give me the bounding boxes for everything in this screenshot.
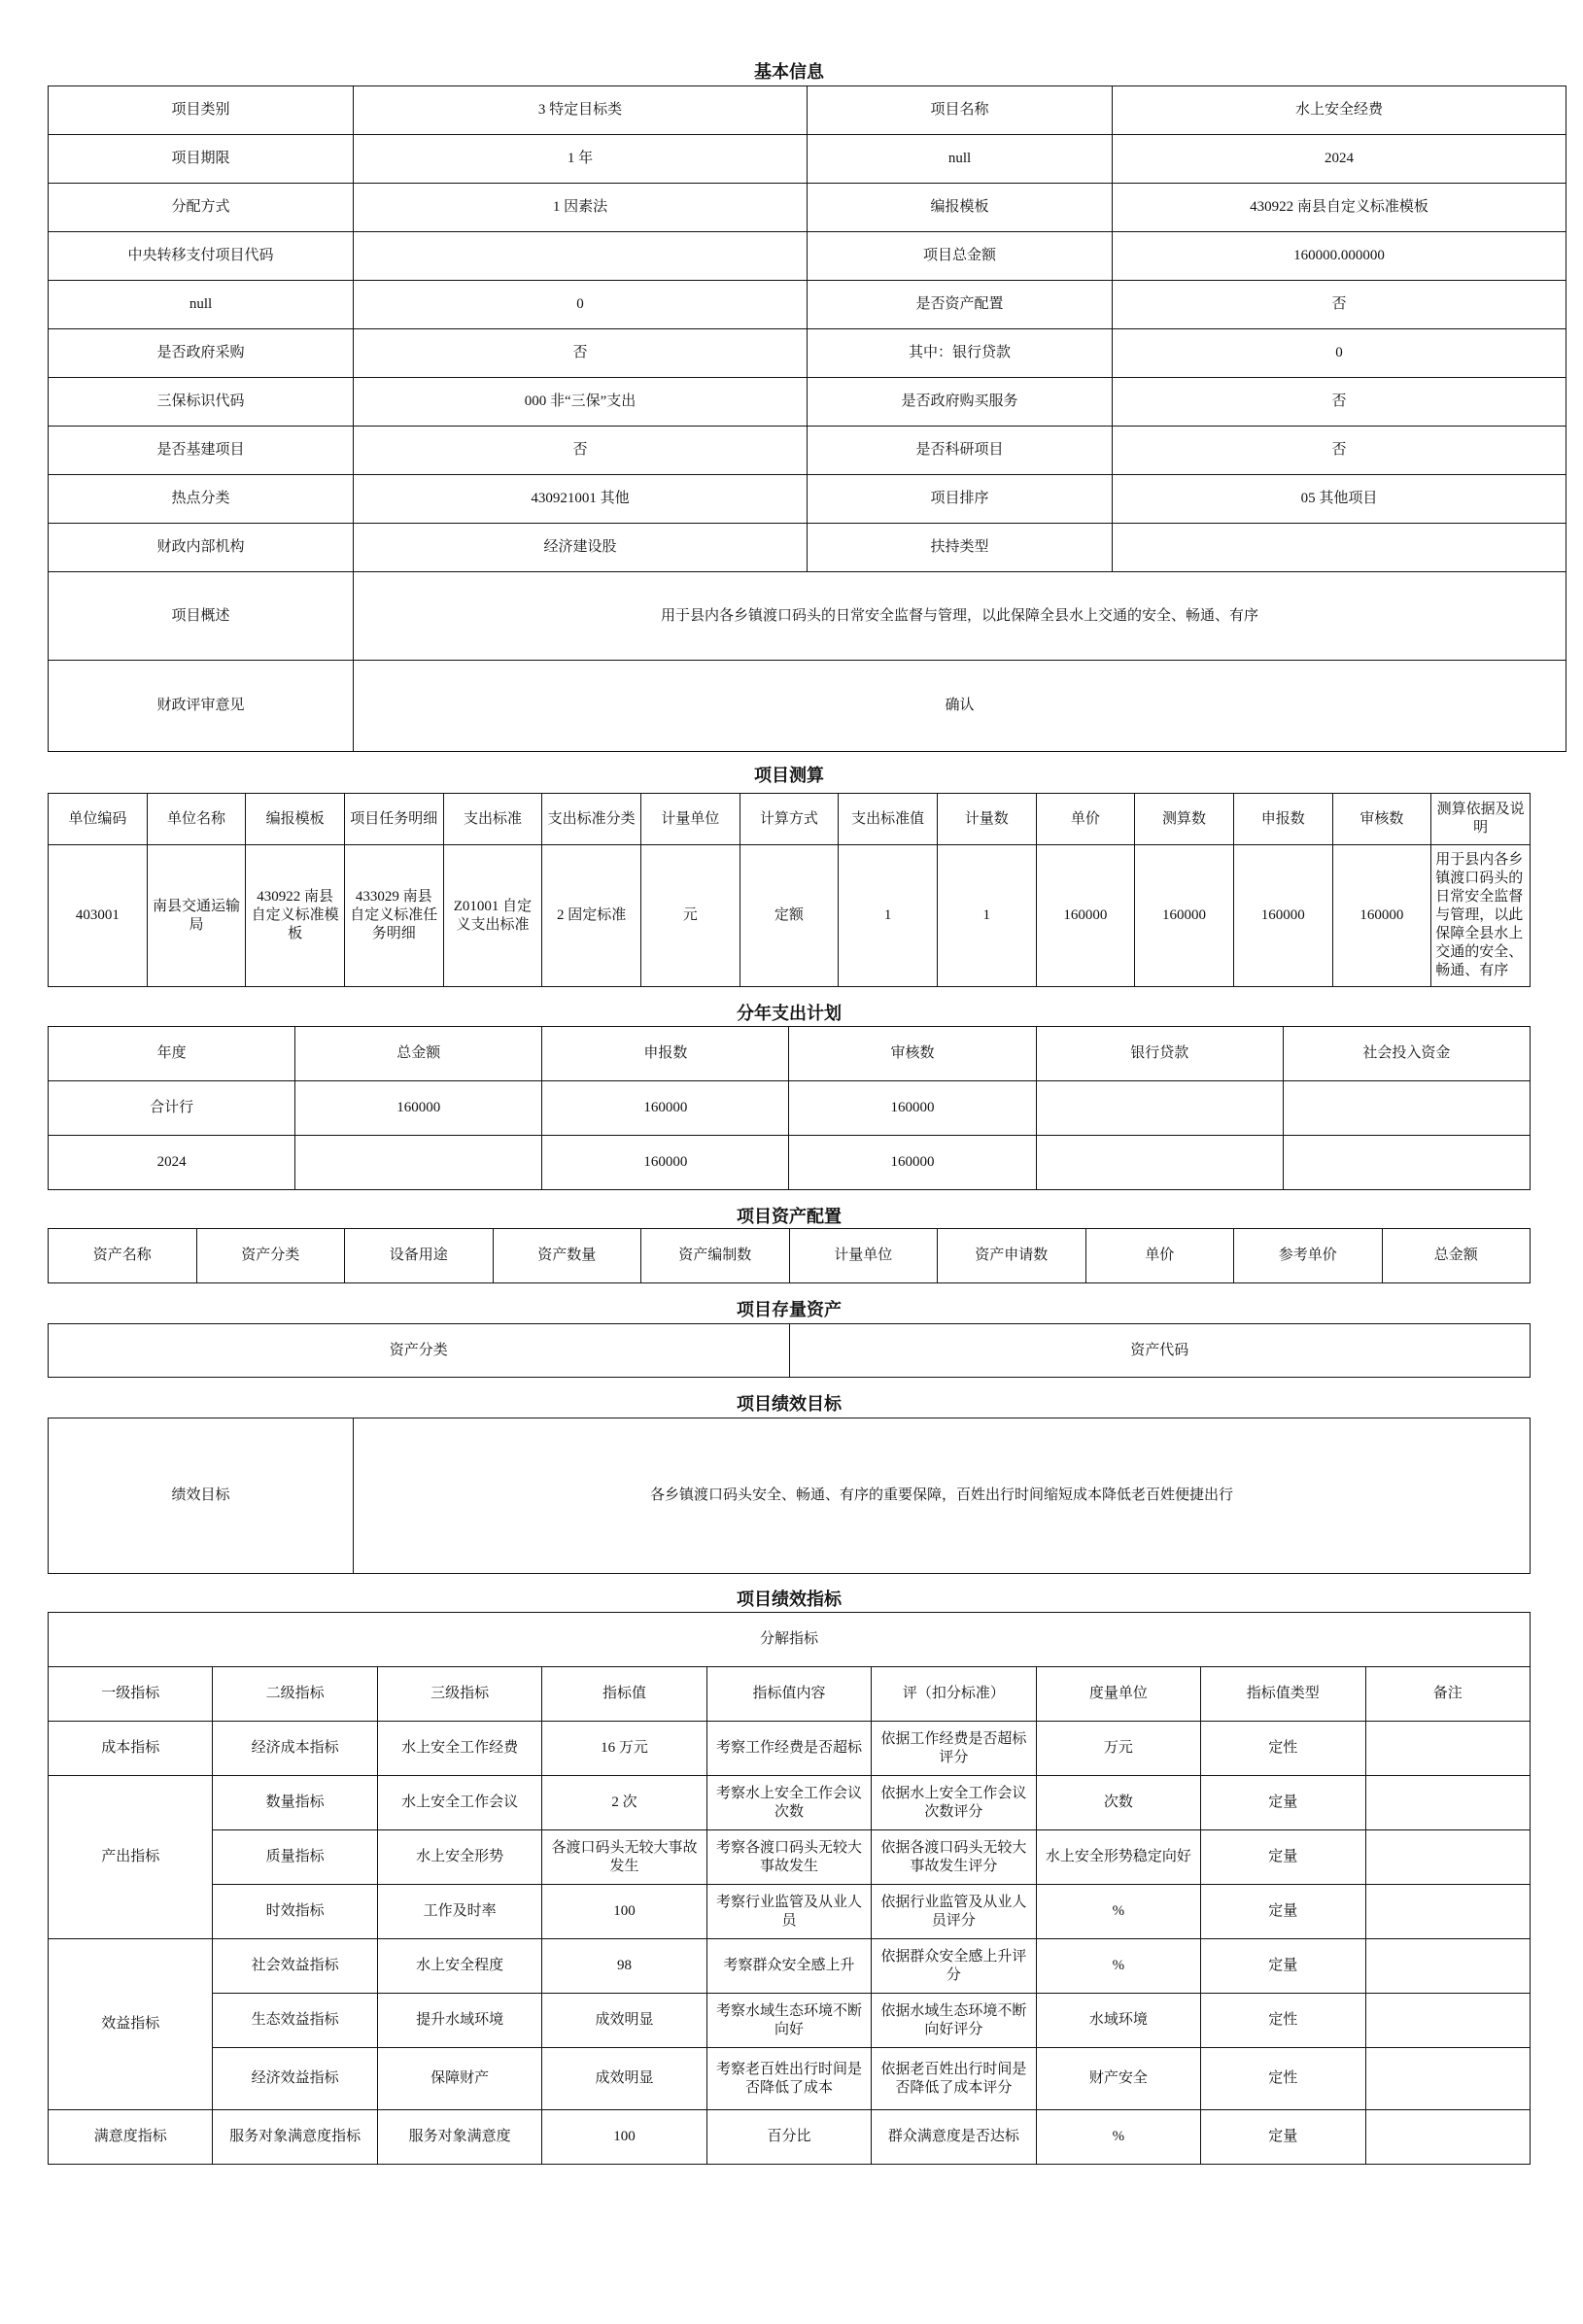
section-title-annual-plan: 分年支出计划 [737, 1004, 842, 1023]
indicator-cell: 经济效益指标 [213, 2048, 377, 2110]
section-title-existing-assets: 项目存量资产 [737, 1300, 842, 1319]
asset-config-header-cell: 计量单位 [789, 1229, 938, 1283]
basic-info-label-cell: 热点分类 [49, 475, 354, 524]
indicator-cell: 水上安全工作经费 [377, 1722, 541, 1776]
basic-info-label-cell: 项目期限 [49, 135, 354, 184]
basic-info-row [49, 524, 1566, 572]
annual-plan-cell [1283, 1081, 1530, 1136]
basic-info-value-cell: 430921001 其他 [354, 475, 808, 524]
performance-goal-table [48, 1418, 1531, 1574]
indicator-cell: 成效明显 [542, 1994, 706, 2048]
basic-info-value-cell: 否 [1113, 378, 1566, 427]
indicator-cell: 百分比 [706, 2110, 871, 2165]
basic-info-label-cell: 是否资产配置 [808, 281, 1113, 329]
indicator-cell: 依据行业监管及从业人员评分 [872, 1885, 1036, 1939]
estimation-basis-cell: 用于县内各乡镇渡口码头的日常安全监督与管理，以此保障全县水上交通的安全、畅通、有序 [1431, 845, 1531, 987]
basic-info-label-cell: 扶持类型 [808, 524, 1113, 572]
basic-info-label-cell: 是否政府采购 [49, 329, 354, 378]
estimation-header-cell: 单价 [1036, 794, 1135, 845]
basic-info-value-cell: 000 非“三保”支出 [354, 378, 808, 427]
indicator-cell: 16 万元 [542, 1722, 706, 1776]
indicator-cell: 2 次 [542, 1776, 706, 1830]
annual-plan-cell [1036, 1081, 1283, 1136]
indicator-cell: 定量 [1201, 2110, 1365, 2165]
annual-plan-cell [1283, 1136, 1530, 1190]
basic-info-row [49, 427, 1566, 475]
indicator-cell: 定性 [1201, 2048, 1365, 2110]
estimation-cell: 南县交通运输局 [147, 845, 246, 987]
finance-review-row [49, 661, 1566, 752]
basic-info-value-cell: 经济建设股 [354, 524, 808, 572]
annual-plan-cell: 160000 [542, 1136, 789, 1190]
indicator-cell: 定性 [1201, 1994, 1365, 2048]
indicator-cell: 保障财产 [377, 2048, 541, 2110]
indicator-level1-cell: 产出指标 [49, 1776, 213, 1939]
indicator-level1-cell: 满意度指标 [49, 2110, 213, 2165]
basic-info-label-cell: 三保标识代码 [49, 378, 354, 427]
indicator-cell [1365, 1776, 1531, 1830]
indicator-cell: 工作及时率 [377, 1885, 541, 1939]
indicator-row [49, 1939, 1531, 1994]
indicator-cell: 考察各渡口码头无较大事故发生 [706, 1830, 871, 1885]
estimation-cell: 160000 [1036, 845, 1135, 987]
indicator-cell: 水上安全工作会议 [377, 1776, 541, 1830]
indicator-row [49, 1885, 1531, 1939]
estimation-header-cell: 测算数 [1135, 794, 1234, 845]
asset-config-header-cell: 资产申请数 [938, 1229, 1086, 1283]
section-title-asset-config: 项目资产配置 [737, 1207, 842, 1226]
indicator-header-cell: 三级指标 [377, 1667, 541, 1722]
annual-plan-cell [1036, 1136, 1283, 1190]
indicator-cell: 定性 [1201, 1722, 1365, 1776]
indicator-cell [1365, 1722, 1531, 1776]
indicator-cell: 100 [542, 1885, 706, 1939]
asset-config-header-cell: 参考单价 [1234, 1229, 1383, 1283]
indicator-cell [1365, 1994, 1531, 2048]
basic-info-table [48, 85, 1566, 752]
indicator-group-header-cell: 分解指标 [49, 1613, 1531, 1667]
estimation-header-cell: 单位编码 [49, 794, 148, 845]
annual-plan-header-cell: 申报数 [542, 1027, 789, 1081]
asset-config-header-cell: 资产数量 [493, 1229, 641, 1283]
indicator-cell: 水域环境 [1036, 1994, 1200, 2048]
estimation-cell: 160000 [1332, 845, 1431, 987]
indicator-cell: 次数 [1036, 1776, 1200, 1830]
indicator-cell: 考察水上安全工作会议次数 [706, 1776, 871, 1830]
basic-info-label-cell: 项目类别 [49, 86, 354, 135]
basic-info-value-cell: 0 [1113, 329, 1566, 378]
indicator-cell: 生态效益指标 [213, 1994, 377, 2048]
basic-info-label-cell: 分配方式 [49, 184, 354, 232]
basic-info-label-cell: 项目总金额 [808, 232, 1113, 281]
indicator-cell: 定量 [1201, 1939, 1365, 1994]
basic-info-label-cell: 其中：银行贷款 [808, 329, 1113, 378]
section-title-estimation: 项目测算 [754, 766, 824, 785]
indicator-cell: 经济成本指标 [213, 1722, 377, 1776]
indicator-cell [1365, 1830, 1531, 1885]
indicator-cell: 水上安全程度 [377, 1939, 541, 1994]
basic-info-label-cell: 编报模板 [808, 184, 1113, 232]
estimation-header-cell: 计量单位 [640, 794, 740, 845]
basic-info-label-cell: 项目名称 [808, 86, 1113, 135]
indicator-row [49, 1776, 1531, 1830]
basic-info-label-cell: null [49, 281, 354, 329]
basic-info-label-cell: 项目排序 [808, 475, 1113, 524]
indicator-cell: 水上安全形势 [377, 1830, 541, 1885]
indicator-cell: 依据水域生态环境不断向好评分 [872, 1994, 1036, 2048]
indicator-cell: 考察行业监管及从业人员 [706, 1885, 871, 1939]
indicator-cell: 依据群众安全感上升评分 [872, 1939, 1036, 1994]
existing-assets-header-cell: 资产分类 [49, 1324, 790, 1378]
estimation-cell: 160000 [1135, 845, 1234, 987]
indicator-cell: 社会效益指标 [213, 1939, 377, 1994]
estimation-header-row [49, 794, 1531, 845]
indicator-cell: 98 [542, 1939, 706, 1994]
indicator-group-header-row [49, 1613, 1531, 1667]
basic-info-label-cell: 是否基建项目 [49, 427, 354, 475]
indicator-cell: 提升水域环境 [377, 1994, 541, 2048]
section-title-basic-info: 基本信息 [754, 62, 824, 82]
project-overview-label: 项目概述 [49, 572, 354, 661]
indicator-cell: 依据老百姓出行时间是否降低了成本评分 [872, 2048, 1036, 2110]
section-title-performance-indicators: 项目绩效指标 [737, 1589, 842, 1609]
indicator-header-cell: 评（扣分标准） [872, 1667, 1036, 1722]
indicator-cell: % [1036, 1885, 1200, 1939]
estimation-cell: 定额 [740, 845, 839, 987]
asset-config-header-cell: 资产编制数 [641, 1229, 790, 1283]
indicator-cell [1365, 1939, 1531, 1994]
indicator-cell: 质量指标 [213, 1830, 377, 1885]
indicator-level1-cell: 成本指标 [49, 1722, 213, 1776]
basic-info-row [49, 329, 1566, 378]
section-title-performance-goal: 项目绩效目标 [737, 1394, 842, 1414]
indicator-header-cell: 一级指标 [49, 1667, 213, 1722]
performance-goal-label: 绩效目标 [49, 1418, 354, 1574]
existing-assets-header-row [49, 1324, 1531, 1378]
indicator-cell: 考察水域生态环境不断向好 [706, 1994, 871, 2048]
indicator-level1-cell: 效益指标 [49, 1939, 213, 2110]
estimation-table [48, 793, 1531, 987]
indicator-cell: % [1036, 2110, 1200, 2165]
indicator-cell [1365, 2110, 1531, 2165]
estimation-header-cell: 项目任务明细 [344, 794, 443, 845]
project-overview-row [49, 572, 1566, 661]
estimation-row [49, 845, 1531, 987]
indicator-cell: 依据水上安全工作会议次数评分 [872, 1776, 1036, 1830]
annual-plan-cell: 160000 [542, 1081, 789, 1136]
basic-info-label-cell: null [808, 135, 1113, 184]
indicator-header-cell: 度量单位 [1036, 1667, 1200, 1722]
asset-config-header-row [49, 1229, 1531, 1283]
annual-plan-header-cell: 社会投入资金 [1283, 1027, 1530, 1081]
estimation-cell: 160000 [1233, 845, 1332, 987]
basic-info-row [49, 86, 1566, 135]
estimation-header-cell: 计算方式 [740, 794, 839, 845]
indicator-cell: 服务对象满意度 [377, 2110, 541, 2165]
indicator-header-cell: 指标值类型 [1201, 1667, 1365, 1722]
asset-config-header-cell: 总金额 [1382, 1229, 1531, 1283]
indicator-cell: 考察工作经费是否超标 [706, 1722, 871, 1776]
indicator-cell: 时效指标 [213, 1885, 377, 1939]
indicator-header-cell: 指标值 [542, 1667, 706, 1722]
estimation-header-cell: 审核数 [1332, 794, 1431, 845]
annual-plan-cell: 2024 [49, 1136, 295, 1190]
annual-plan-header-cell: 总金额 [295, 1027, 542, 1081]
estimation-header-cell: 支出标准分类 [542, 794, 641, 845]
indicator-cell: 考察群众安全感上升 [706, 1939, 871, 1994]
asset-config-table [48, 1228, 1531, 1283]
indicator-header-row [49, 1667, 1531, 1722]
indicator-row [49, 2048, 1531, 2110]
finance-review-value: 确认 [354, 661, 1566, 752]
basic-info-value-cell: 05 其他项目 [1113, 475, 1566, 524]
estimation-header-cell: 支出标准 [443, 794, 542, 845]
project-overview-value: 用于县内各乡镇渡口码头的日常安全监督与管理，以此保障全县水上交通的安全、畅通、有序 [354, 572, 1566, 661]
basic-info-value-cell: 3 特定目标类 [354, 86, 808, 135]
estimation-header-cell: 计量数 [937, 794, 1036, 845]
estimation-cell: 1 [839, 845, 938, 987]
asset-config-header-cell: 单价 [1085, 1229, 1234, 1283]
estimation-header-cell: 单位名称 [147, 794, 246, 845]
asset-config-header-cell: 资产名称 [49, 1229, 197, 1283]
annual-plan-cell [295, 1136, 542, 1190]
annual-plan-cell: 160000 [789, 1081, 1036, 1136]
indicator-cell: 考察老百姓出行时间是否降低了成本 [706, 2048, 871, 2110]
annual-plan-row [49, 1136, 1531, 1190]
estimation-cell: 1 [937, 845, 1036, 987]
basic-info-label-cell: 是否政府购买服务 [808, 378, 1113, 427]
basic-info-value-cell: 否 [354, 329, 808, 378]
basic-info-row [49, 232, 1566, 281]
annual-plan-header-cell: 审核数 [789, 1027, 1036, 1081]
indicator-cell: 水上安全形势稳定向好 [1036, 1830, 1200, 1885]
indicator-cell [1365, 2048, 1531, 2110]
indicator-cell: 定量 [1201, 1776, 1365, 1830]
annual-plan-header-row [49, 1027, 1531, 1081]
indicator-header-cell: 二级指标 [213, 1667, 377, 1722]
basic-info-value-cell: 否 [1113, 427, 1566, 475]
basic-info-value-cell: 160000.000000 [1113, 232, 1566, 281]
asset-config-header-cell: 资产分类 [196, 1229, 345, 1283]
basic-info-label-cell: 是否科研项目 [808, 427, 1113, 475]
indicator-row [49, 1994, 1531, 2048]
indicator-cell: % [1036, 1939, 1200, 1994]
indicator-cell: 依据工作经费是否超标评分 [872, 1722, 1036, 1776]
basic-info-label-cell: 财政内部机构 [49, 524, 354, 572]
indicator-row [49, 2110, 1531, 2165]
annual-plan-table [48, 1026, 1531, 1190]
estimation-cell: 433029 南县自定义标准任务明细 [344, 845, 443, 987]
annual-plan-row [49, 1081, 1531, 1136]
indicator-cell: 群众满意度是否达标 [872, 2110, 1036, 2165]
estimation-header-cell: 申报数 [1233, 794, 1332, 845]
estimation-cell: 403001 [49, 845, 148, 987]
indicator-row [49, 1722, 1531, 1776]
indicator-cell: 数量指标 [213, 1776, 377, 1830]
indicator-cell: 成效明显 [542, 2048, 706, 2110]
basic-info-row [49, 135, 1566, 184]
estimation-header-cell: 支出标准值 [839, 794, 938, 845]
indicator-cell: 定量 [1201, 1830, 1365, 1885]
basic-info-value-cell [1113, 524, 1566, 572]
basic-info-value-cell: 0 [354, 281, 808, 329]
indicator-cell: 财产安全 [1036, 2048, 1200, 2110]
annual-plan-header-cell: 年度 [49, 1027, 295, 1081]
basic-info-value-cell [354, 232, 808, 281]
indicator-row [49, 1830, 1531, 1885]
existing-assets-table [48, 1323, 1531, 1378]
basic-info-value-cell: 否 [1113, 281, 1566, 329]
basic-info-row [49, 184, 1566, 232]
indicator-header-cell: 指标值内容 [706, 1667, 871, 1722]
indicator-cell: 100 [542, 2110, 706, 2165]
basic-info-value-cell: 否 [354, 427, 808, 475]
estimation-cell: 元 [640, 845, 740, 987]
basic-info-row [49, 475, 1566, 524]
estimation-header-cell: 测算依据及说明 [1431, 794, 1531, 845]
annual-plan-cell: 合计行 [49, 1081, 295, 1136]
annual-plan-cell: 160000 [789, 1136, 1036, 1190]
indicator-cell: 服务对象满意度指标 [213, 2110, 377, 2165]
existing-assets-header-cell: 资产代码 [789, 1324, 1531, 1378]
indicator-cell [1365, 1885, 1531, 1939]
indicator-header-cell: 备注 [1365, 1667, 1531, 1722]
estimation-cell: Z01001 自定义支出标准 [443, 845, 542, 987]
basic-info-row [49, 281, 1566, 329]
finance-review-label: 财政评审意见 [49, 661, 354, 752]
performance-indicators-table [48, 1612, 1531, 2165]
basic-info-value-cell: 2024 [1113, 135, 1566, 184]
indicator-cell: 定量 [1201, 1885, 1365, 1939]
basic-info-row [49, 378, 1566, 427]
basic-info-value-cell: 水上安全经费 [1113, 86, 1566, 135]
performance-goal-row [49, 1418, 1531, 1574]
asset-config-header-cell: 设备用途 [345, 1229, 494, 1283]
basic-info-value-cell: 1 年 [354, 135, 808, 184]
indicator-cell: 万元 [1036, 1722, 1200, 1776]
estimation-header-cell: 编报模板 [246, 794, 345, 845]
basic-info-label-cell: 中央转移支付项目代码 [49, 232, 354, 281]
basic-info-value-cell: 430922 南县自定义标准模板 [1113, 184, 1566, 232]
indicator-cell: 依据各渡口码头无较大事故发生评分 [872, 1830, 1036, 1885]
basic-info-value-cell: 1 因素法 [354, 184, 808, 232]
annual-plan-cell: 160000 [295, 1081, 542, 1136]
annual-plan-header-cell: 银行贷款 [1036, 1027, 1283, 1081]
estimation-cell: 430922 南县自定义标准模板 [246, 845, 345, 987]
estimation-cell: 2 固定标准 [542, 845, 641, 987]
indicator-cell: 各渡口码头无较大事故发生 [542, 1830, 706, 1885]
performance-goal-value: 各乡镇渡口码头安全、畅通、有序的重要保障，百姓出行时间缩短成本降低老百姓便捷出行 [354, 1418, 1531, 1574]
